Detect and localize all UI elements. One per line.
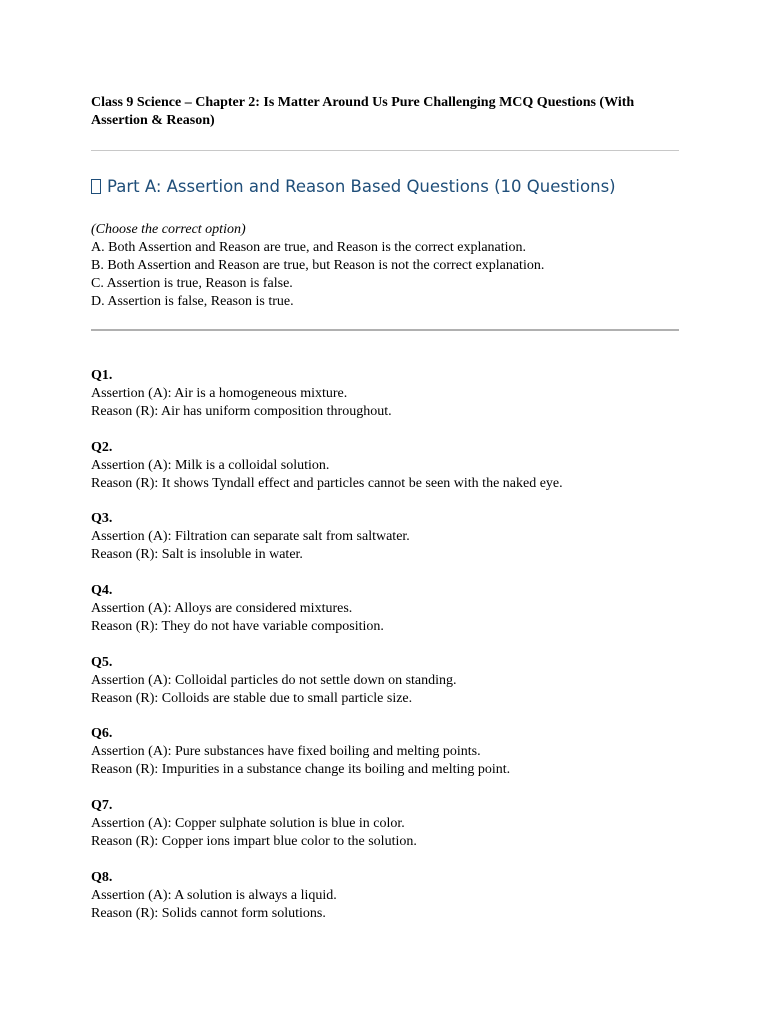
question-item — [91, 797, 563, 851]
assertion-text: Assertion (A): Copper sulphate solution is blue in color. — [91, 816, 405, 832]
assertion-text: Assertion (A): Colloidal particles do not settle down on standing. — [91, 672, 457, 688]
document-title: Class 9 Science – Chapter 2: Is Matter Around Us Pure Challenging MCQ Questions (With Assertion & Reason) — [91, 95, 635, 128]
reason-text: Reason (R): Copper ions impart blue color to the solution. — [91, 834, 417, 850]
question-number: Q6. — [91, 726, 113, 742]
missing-glyph-icon — [91, 179, 101, 194]
option-c: C. Assertion is true, Reason is false. — [91, 276, 293, 291]
question-number: Q5. — [91, 654, 113, 670]
assertion-text: Assertion (A): Milk is a colloidal solution. — [91, 457, 330, 473]
question-item — [91, 367, 563, 421]
question-number: Q2. — [91, 439, 113, 455]
question-number: Q8. — [91, 869, 113, 885]
question-number: Q3. — [91, 511, 113, 527]
question-item — [91, 869, 563, 923]
option-d: D. Assertion is false, Reason is true. — [91, 294, 294, 309]
assertion-text: Assertion (A): Filtration can separate salt from saltwater. — [91, 529, 410, 545]
question-number: Q4. — [91, 583, 113, 599]
reason-text: Reason (R): Air has uniform composition throughout. — [91, 404, 392, 419]
reason-text: Reason (R): Salt is insoluble in water. — [91, 547, 303, 563]
question-number: Q1. — [91, 368, 113, 383]
question-item — [91, 725, 563, 779]
option-a: A. Both Assertion and Reason are true, and Reason is the correct explanation. — [91, 240, 527, 255]
reason-text: Reason (R): They do not have variable composition. — [91, 619, 384, 635]
question-item — [91, 582, 563, 636]
reason-text: Reason (R): It shows Tyndall effect and particles cannot be seen with the naked eye. — [91, 475, 563, 491]
assertion-text: Assertion (A): Alloys are considered mixtures. — [91, 601, 353, 617]
reason-text: Reason (R): Colloids are stable due to small particle size. — [91, 690, 413, 706]
section-divider — [91, 329, 679, 331]
question-item — [91, 510, 563, 564]
assertion-text: Assertion (A): Air is a homogeneous mixture. — [91, 386, 348, 401]
instruction-note: (Choose the correct option) — [91, 222, 246, 237]
answer-options-block — [91, 221, 544, 311]
assertion-text: Assertion (A): A solution is always a liquid. — [91, 887, 337, 903]
question-number: Q7. — [91, 798, 113, 814]
question-item — [91, 439, 563, 493]
part-a-heading-text: Part A: Assertion and Reason Based Questions (10 Questions) — [107, 177, 616, 196]
reason-text: Reason (R): Solids cannot form solutions. — [91, 905, 326, 921]
part-a-heading — [91, 176, 616, 198]
horizontal-divider — [91, 150, 679, 151]
reason-text: Reason (R): Impurities in a substance change its boiling and melting point. — [91, 762, 511, 778]
option-b: B. Both Assertion and Reason are true, but Reason is not the correct explanation. — [91, 258, 545, 273]
assertion-text: Assertion (A): Pure substances have fixed boiling and melting points. — [91, 744, 481, 760]
question-list — [91, 367, 563, 941]
question-item — [91, 654, 563, 708]
